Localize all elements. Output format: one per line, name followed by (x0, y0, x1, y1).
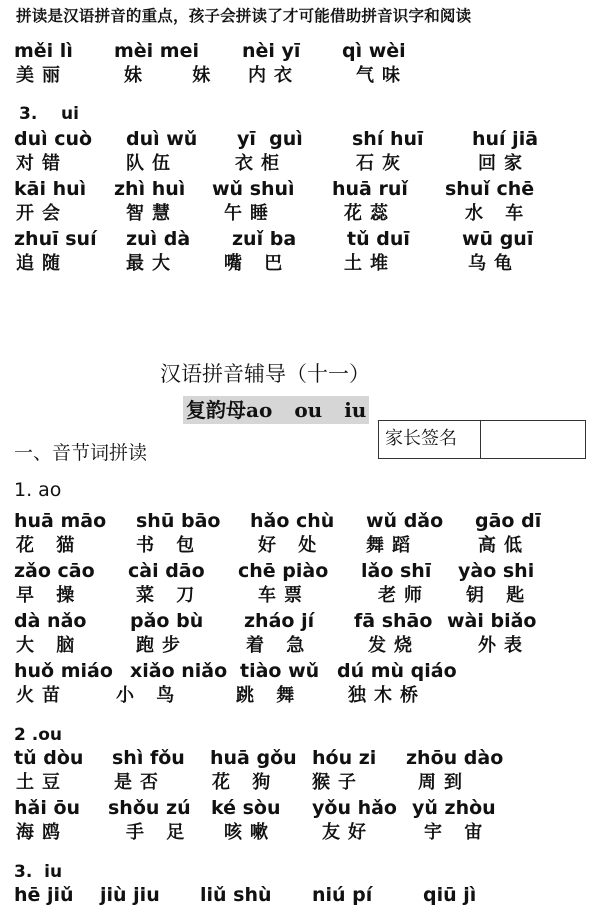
pinyin-word: qì wèi (342, 40, 406, 62)
hanzi-word: 舞蹈 (366, 535, 418, 556)
hanzi-word: 回家 (478, 153, 530, 174)
hanzi-word: 周到 (418, 772, 470, 793)
hanzi-word: 追随 (16, 253, 68, 274)
hanzi-word: 对错 (16, 153, 68, 174)
pinyin-word: tǔ dòu (14, 747, 84, 769)
pinyin-word: zhì huì (114, 178, 186, 200)
hanzi-word: 乌龟 (468, 253, 520, 274)
hanzi-word: 嘴 巴 (224, 253, 291, 274)
pinyin-word: chē piào (238, 560, 329, 582)
pinyin-word: duì wǔ (126, 128, 198, 150)
final-ao: ao (246, 398, 273, 422)
pinyin-word: cài dāo (128, 560, 205, 582)
lesson-subtitle (183, 396, 369, 424)
hanzi-word: 跑步 (136, 635, 188, 656)
pinyin-word: niú pí (312, 884, 373, 906)
pinyin-word: zǎo cāo (14, 560, 95, 582)
hanzi-word: 车票 (258, 585, 310, 606)
hanzi-word: 花 狗 (212, 772, 279, 793)
hanzi-word: 老师 (378, 585, 430, 606)
pinyin-word: tǔ duī (347, 228, 410, 250)
pinyin-word: shuǐ chē (445, 178, 535, 200)
pinyin-word: gāo dī (475, 510, 542, 532)
hanzi-word: 水 车 (465, 203, 532, 224)
pinyin-word: měi lì (14, 40, 73, 62)
hanzi-word: 友好 (322, 822, 374, 843)
pinyin-word: huā māo (14, 510, 107, 532)
pinyin-word: huǒ miáo (14, 660, 113, 682)
pinyin-word: hǎo chù (250, 510, 335, 532)
pinyin-word: jiù jiu (100, 884, 160, 906)
pinyin-word: huā gǒu (210, 747, 297, 769)
parent-signature-box (378, 420, 586, 459)
pinyin-word: shū bāo (136, 510, 221, 532)
hanzi-word: 最大 (126, 253, 178, 274)
hanzi-word: 衣柜 (235, 153, 287, 174)
hanzi-word: 着 急 (246, 635, 313, 656)
hanzi-word: 外表 (478, 635, 530, 656)
pinyin-word: hē jiǔ (14, 884, 74, 906)
signature-label: 家长签名 (379, 421, 481, 458)
hanzi-word: 菜 刀 (136, 585, 203, 606)
section-label: 1. ao (14, 479, 62, 501)
hanzi-word: 海鸥 (16, 822, 68, 843)
pinyin-word: pǎo bù (130, 610, 204, 632)
pinyin-word: zhuī suí (14, 228, 97, 250)
hanzi-word: 手 足 (126, 822, 193, 843)
section-label: 3. ui (19, 104, 79, 124)
pinyin-word: duì cuò (14, 128, 93, 150)
hanzi-word: 花 猫 (16, 535, 83, 556)
hanzi-word: 是否 (114, 772, 166, 793)
signature-field[interactable] (481, 421, 585, 458)
pinyin-word: lǎo shī (361, 560, 432, 582)
pinyin-word: dà nǎo (14, 610, 87, 632)
pinyin-word: hǎi ōu (14, 797, 81, 819)
pinyin-word: yào shi (458, 560, 535, 582)
pinyin-word: zháo jí (244, 610, 315, 632)
hanzi-word: 开会 (16, 203, 68, 224)
hanzi-word: 智慧 (126, 203, 178, 224)
pinyin-word: huí jiā (472, 128, 539, 150)
pinyin-word: shǒu zú (108, 797, 191, 819)
final-ou: ou (294, 398, 323, 422)
hanzi-word: 小 鸟 (116, 685, 183, 706)
pinyin-word: fā shāo (354, 610, 433, 632)
pinyin-word: liǔ shù (200, 884, 272, 906)
intro-text: 拼读是汉语拼音的重点，孩子会拼读了才可能借助拼音识字和阅读 (16, 6, 472, 25)
hanzi-word: 跳 舞 (236, 685, 303, 706)
pinyin-word: zhōu dào (406, 747, 504, 769)
hanzi-word: 钥 匙 (466, 585, 533, 606)
hanzi-word: 大 脑 (16, 635, 83, 656)
hanzi-word: 队伍 (126, 153, 178, 174)
pinyin-word: zuǐ ba (232, 228, 297, 250)
section-label: 3. iu (14, 862, 63, 882)
hanzi-word: 高低 (478, 535, 530, 556)
hanzi-word: 内衣 (248, 65, 300, 86)
pinyin-word: wǔ shuì (212, 178, 295, 200)
pinyin-word: yǔ zhòu (412, 797, 496, 819)
hanzi-word: 宇 宙 (424, 822, 491, 843)
hanzi-word: 土豆 (16, 772, 68, 793)
hanzi-word: 猴子 (312, 772, 364, 793)
hanzi-word: 好 处 (258, 535, 325, 556)
pinyin-word: xiǎo niǎo (130, 660, 228, 682)
hanzi-word: 咳嗽 (224, 822, 276, 843)
hanzi-word: 发烧 (368, 635, 420, 656)
final-iu: iu (344, 398, 367, 422)
pinyin-word: wū guī (462, 228, 534, 250)
pinyin-word: tiào wǔ (240, 660, 320, 682)
pinyin-word: qiū jì (423, 884, 477, 906)
pinyin-word: hóu zi (312, 747, 377, 769)
hanzi-word: 独木桥 (348, 685, 426, 706)
pinyin-word: huā ruǐ (332, 178, 408, 200)
hanzi-word: 午睡 (224, 203, 276, 224)
section-label: 2 .ou (14, 725, 62, 745)
hanzi-word: 美丽 (16, 65, 68, 86)
pinyin-word: yī guì (237, 128, 303, 150)
pinyin-word: yǒu hǎo (312, 797, 397, 819)
pinyin-word: ké sòu (211, 797, 281, 819)
subtitle-prefix: 复韵母 (186, 398, 246, 422)
pinyin-word: dú mù qiáo (337, 660, 457, 682)
hanzi-word: 火苗 (16, 685, 68, 706)
hanzi-word: 土堆 (344, 253, 396, 274)
pinyin-word: shí huī (352, 128, 424, 150)
pinyin-word: wài biǎo (447, 610, 537, 632)
section-heading: 一、音节词拼读 (14, 442, 148, 464)
pinyin-word: shì fǒu (112, 747, 185, 769)
pinyin-word: nèi yī (242, 40, 301, 62)
hanzi-word: 石灰 (356, 153, 408, 174)
hanzi-word: 气味 (356, 65, 408, 86)
hanzi-word: 早 操 (16, 585, 83, 606)
pinyin-word: wǔ dǎo (366, 510, 444, 532)
hanzi-word: 花蕊 (344, 203, 396, 224)
hanzi-word: 妹 妹 (124, 65, 233, 86)
pinyin-word: mèi mei (114, 40, 200, 62)
pinyin-word: kāi huì (14, 178, 87, 200)
lesson-title: 汉语拼音辅导（十一） (160, 362, 370, 386)
hanzi-word: 书 包 (136, 535, 203, 556)
pinyin-word: zuì dà (126, 228, 191, 250)
